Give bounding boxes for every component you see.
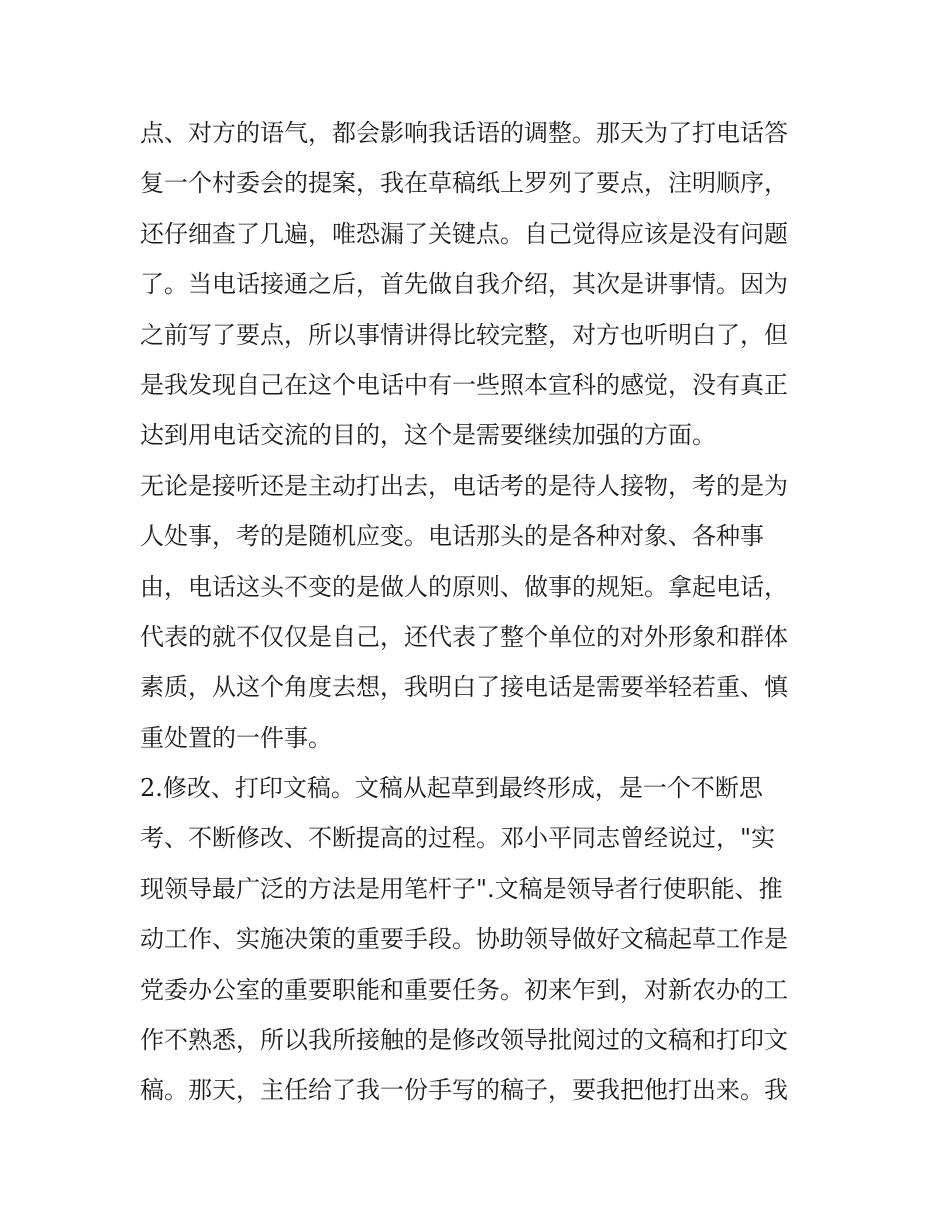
text-line: 是我发现自己在这个电话中有一些照本宣科的感觉，没有真正: [140, 370, 788, 399]
text-line: 了。当电话接通之后，首先做自我介绍，其次是讲事情。因为: [140, 270, 788, 299]
text-line: 复一个村委会的提案，我在草稿纸上罗列了要点，注明顺序，: [140, 169, 788, 198]
text-line: 由，电话这头不变的是做人的原则、做事的规矩。拿起电话，: [140, 572, 788, 601]
text-line: 重处置的一件事。: [140, 723, 332, 752]
text-line: 点、对方的语气，都会影响我话语的调整。那天为了打电话答: [140, 119, 788, 147]
text-line: 稿。那天，主任给了我一份手写的稿子，要我把他打出来。我: [140, 1076, 788, 1105]
text-line: 还仔细查了几遍，唯恐漏了关键点。自己觉得应该是没有问题: [140, 219, 788, 248]
text-line: 人处事，考的是随机应变。电话那头的是各种对象、各种事: [140, 522, 764, 551]
text-line: 2.修改、打印文稿。文稿从起草到最终形成，是一个不断思: [140, 774, 763, 803]
body-text: [140, 108, 820, 1116]
text-line: 之前写了要点，所以事情讲得比较完整，对方也听明白了，但: [140, 320, 788, 349]
text-line: 现领导最广泛的方法是用笔杆子".文稿是领导者行使职能、推: [140, 874, 783, 903]
text-line: 代表的就不仅仅是自己，还代表了整个单位的对外形象和群体: [140, 622, 788, 651]
text-line: 素质，从这个角度去想，我明白了接电话是需要举轻若重、慎: [140, 673, 788, 702]
text-line: 考、不断修改、不断提高的过程。邓小平同志曾经说过，"实: [140, 824, 776, 853]
text-line: 达到用电话交流的目的，这个是需要继续加强的方面。: [140, 421, 716, 450]
text-line: 作不熟悉，所以我所接触的是修改领导批阅过的文稿和打印文: [140, 1026, 788, 1055]
text-line: 党委办公室的重要职能和重要任务。初来乍到，对新农办的工: [140, 975, 788, 1004]
text-line: 无论是接听还是主动打出去，电话考的是待人接物，考的是为: [140, 471, 788, 500]
text-line: 动工作、实施决策的重要手段。协助领导做好文稿起草工作是: [140, 925, 788, 954]
